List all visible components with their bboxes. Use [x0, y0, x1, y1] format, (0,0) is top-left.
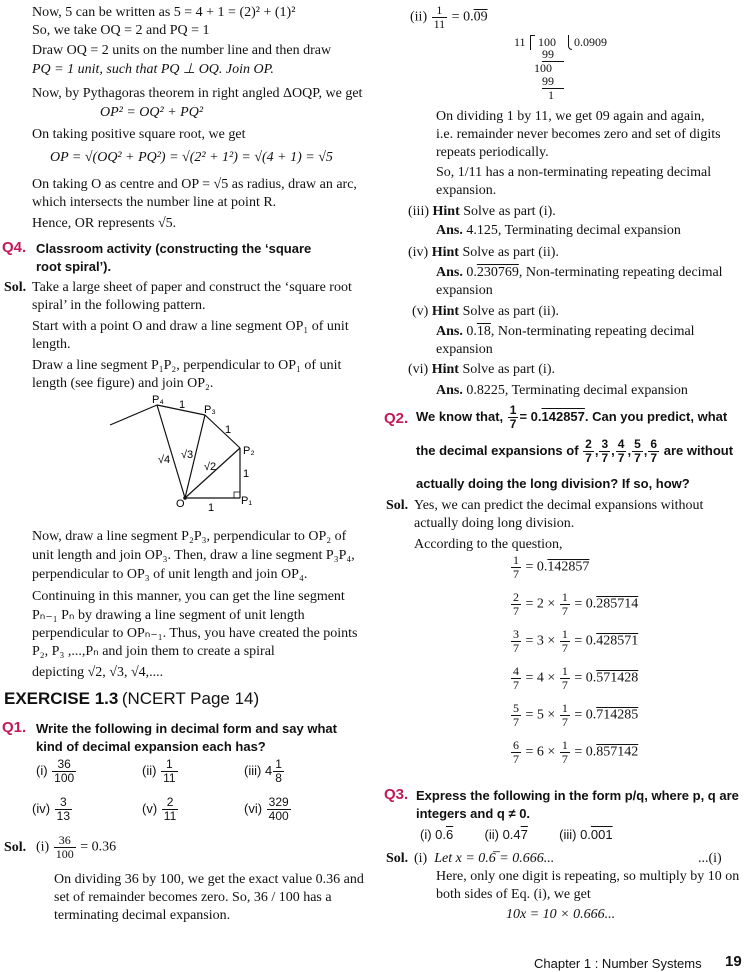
question-text: Express the following in the form p/q, where p, q are	[416, 788, 739, 803]
text-line: depicting √2, √3, √4,....	[32, 665, 164, 680]
question-text: We know that, $\frac{1}{7}$ = 0.142857. Can you predict, what	[416, 403, 728, 431]
text-line: which intersects the number line at point R.	[32, 195, 277, 210]
part-vi: (vi) Hint Solve as part (i).	[408, 362, 555, 377]
label-root2: √2	[204, 461, 217, 473]
label-one: 1	[225, 424, 232, 436]
text-line: P₂, P₃ ,...,Pₙ and join them to create a spiral	[32, 644, 275, 659]
label-one: 1	[208, 502, 215, 513]
text-line: perpendicular to OP₃ of unit length and join OP₄.	[32, 567, 308, 582]
answer-ii: (ii) $\frac{1}{11}$ = 0.09	[410, 3, 488, 31]
text-line: unit length and join OP₃. Then, draw a line segment P₃P₄,	[32, 548, 355, 563]
question-number: Q1.	[2, 719, 27, 736]
text-line: Here, only one digit is repeating, so multiply by 10 on	[436, 869, 740, 884]
text-line: length.	[32, 337, 71, 352]
text-line: both sides of Eq. (i), we get	[436, 887, 591, 902]
text-line: length (see figure) and join OP₂.	[32, 376, 214, 391]
text-line: Take a large sheet of paper and construct the ‘square root	[32, 280, 352, 295]
text-line: So, 1/11 has a non-terminating repeating decimal	[436, 165, 712, 180]
footer-chapter: Chapter 1 : Number Systems	[534, 956, 702, 971]
equation-tag: ...(i)	[698, 851, 722, 866]
question-text: the decimal expansions of $\frac{2}{7}$ , $\frac{3}{7}$ , $\frac{4}{7}$ , $\frac{5}{7}$ , $\frac{6}{7}$ are without	[416, 437, 734, 465]
question-text: Classroom activity (constructing the ‘square	[36, 241, 312, 256]
text-line: On taking positive square root, we get	[32, 127, 246, 142]
question-text: integers and q ≠ 0.	[416, 806, 531, 821]
exercise-reference: (NCERT Page 14)	[121, 689, 260, 708]
text-line: Now, draw a line segment P₂P₃, perpendicular to OP₂ of	[32, 529, 347, 544]
text-line: i.e. remainder never becomes zero and set of digits	[436, 127, 721, 142]
equation-row: $\frac{4}{7}$ = 4 × $\frac{1}{7}$ = 0.571428	[513, 664, 639, 692]
equation-row: $\frac{1}{7}$ = 0.142857	[513, 553, 590, 581]
text-line: On dividing 1 by 11, we get 09 again and again,	[436, 109, 705, 124]
q3-options: (i) 0.6 (ii) 0.47 (iii) 0.001	[420, 827, 613, 842]
exercise-heading	[4, 690, 259, 709]
answer-iii: Ans. 4.125, Terminating decimal expansion	[436, 223, 681, 238]
text-line: Draw a line segment P₁P₂, perpendicular to OP₁ of unit	[32, 358, 342, 373]
long-division: 11 100 0.0909 99 100 99 1	[514, 35, 607, 102]
label-p1: P₁	[241, 495, 253, 507]
text-line: expansion	[436, 283, 493, 298]
label-o: O	[176, 498, 185, 510]
sol-label: Sol.	[386, 851, 409, 866]
question-text: root spiral’).	[36, 259, 112, 274]
answer-vi: Ans. 0.8225, Terminating decimal expansion	[436, 383, 688, 398]
question-number: Q4.	[2, 239, 27, 256]
text-line: terminating decimal expansion.	[54, 908, 231, 923]
option-ii: (ii) $\frac{1}{11}$	[142, 757, 176, 785]
label-p4: P₄	[152, 394, 164, 406]
text-line: Continuing in this manner, you can get the line segment	[32, 589, 345, 604]
part-v: (v) Hint Solve as part (ii).	[412, 304, 559, 319]
equation-row: $\frac{6}{7}$ = 6 × $\frac{1}{7}$ = 0.857142	[513, 738, 639, 766]
option-vi: (vi) $\frac{329}{400}$	[244, 795, 289, 823]
square-root-spiral-figure	[100, 393, 280, 513]
text-line: Now, 5 can be written as 5 = 4 + 1 = (2)² + (1)²	[32, 5, 296, 20]
text-line: actually doing long division.	[414, 516, 575, 531]
label-root4: √4	[158, 454, 171, 466]
exercise-title: EXERCISE 1.3	[4, 689, 119, 708]
sol-label: Sol.	[386, 498, 409, 513]
equation: OP² = OQ² + PQ²	[100, 105, 204, 120]
text-line: So, we take OQ = 2 and PQ = 1	[32, 23, 210, 38]
text-line: Draw OQ = 2 units on the number line and then draw	[32, 43, 332, 58]
label-root3: √3	[181, 449, 194, 461]
equation-row: $\frac{5}{7}$ = 5 × $\frac{1}{7}$ = 0.714285	[513, 701, 639, 729]
sevenths-equations	[510, 554, 638, 776]
text-line: Start with a point O and draw a line segment OP₁ of unit	[32, 319, 349, 334]
label-p2: P₂	[243, 445, 255, 457]
option-iv: (iv) $\frac{3}{13}$	[32, 795, 71, 823]
equation: 10x = 10 × 0.666...	[506, 907, 616, 922]
option-v: (v) $\frac{2}{11}$	[142, 795, 177, 823]
answer-i: (i) $\frac{36}{100}$ = 0.36	[36, 833, 117, 861]
text-line: perpendicular to OPₙ₋₁. Thus, you have created the points	[32, 626, 358, 641]
sol-label: Sol.	[4, 840, 27, 855]
text-line: expansion	[436, 342, 493, 357]
answer-v: Ans. 0.18, Non-terminating repeating decimal	[436, 324, 695, 339]
option-i: (i) $\frac{36}{100}$	[36, 757, 75, 785]
part-iii: (iii) Hint Solve as part (i).	[408, 204, 556, 219]
text-line: set of remainder becomes zero. So, 36 / 100 has a	[54, 890, 332, 905]
text-line: repeats periodically.	[436, 145, 549, 160]
text-line: According to the question,	[414, 537, 563, 552]
sol-label: Sol.	[4, 280, 27, 295]
question-number: Q2.	[384, 410, 409, 427]
label-p3: P₃	[204, 404, 216, 416]
text-line: spiral’ in the following pattern.	[32, 298, 206, 313]
text-line: Hence, OR represents √5.	[32, 216, 177, 231]
equation: OP = √(OQ² + PQ²) = √(2² + 1²) = √(4 + 1) = √5	[50, 150, 333, 165]
text-line: Pₙ₋₁ Pₙ by drawing a line segment of unit length	[32, 608, 305, 623]
answer-iv: Ans. 0.230769, Non-terminating repeating decimal	[436, 265, 723, 280]
text-line: On dividing 36 by 100, we get the exact value 0.36 and	[54, 872, 364, 887]
equation-row: $\frac{3}{7}$ = 3 × $\frac{1}{7}$ = 0.428571	[513, 627, 639, 655]
text-line: Yes, we can predict the decimal expansions without	[414, 498, 704, 513]
question-number: Q3.	[384, 786, 409, 803]
text-line: expansion.	[436, 183, 497, 198]
part-iv: (iv) Hint Solve as part (ii).	[408, 245, 559, 260]
label-one: 1	[179, 399, 186, 411]
text-line: On taking O as centre and OP = √5 as radius, draw an arc,	[32, 177, 357, 192]
option-iii: (iii) 4 $\frac{1}{8}$	[244, 757, 282, 785]
question-text: kind of decimal expansion each has?	[36, 739, 266, 754]
text-line: Now, by Pythagoras theorem in right angled ΔOQP, we get	[32, 86, 363, 101]
text-line: (i) Let x = 0.6̅ = 0.666...	[414, 851, 555, 866]
question-text: actually doing the long division? If so, how?	[416, 476, 690, 491]
question-text: Write the following in decimal form and say what	[36, 721, 337, 736]
text-line: PQ = 1 unit, such that PQ ⊥ OQ. Join OP.	[32, 62, 274, 77]
equation-row: $\frac{2}{7}$ = 2 × $\frac{1}{7}$ = 0.285714	[513, 590, 639, 618]
label-one: 1	[243, 468, 250, 480]
page-number: 19	[725, 953, 742, 970]
